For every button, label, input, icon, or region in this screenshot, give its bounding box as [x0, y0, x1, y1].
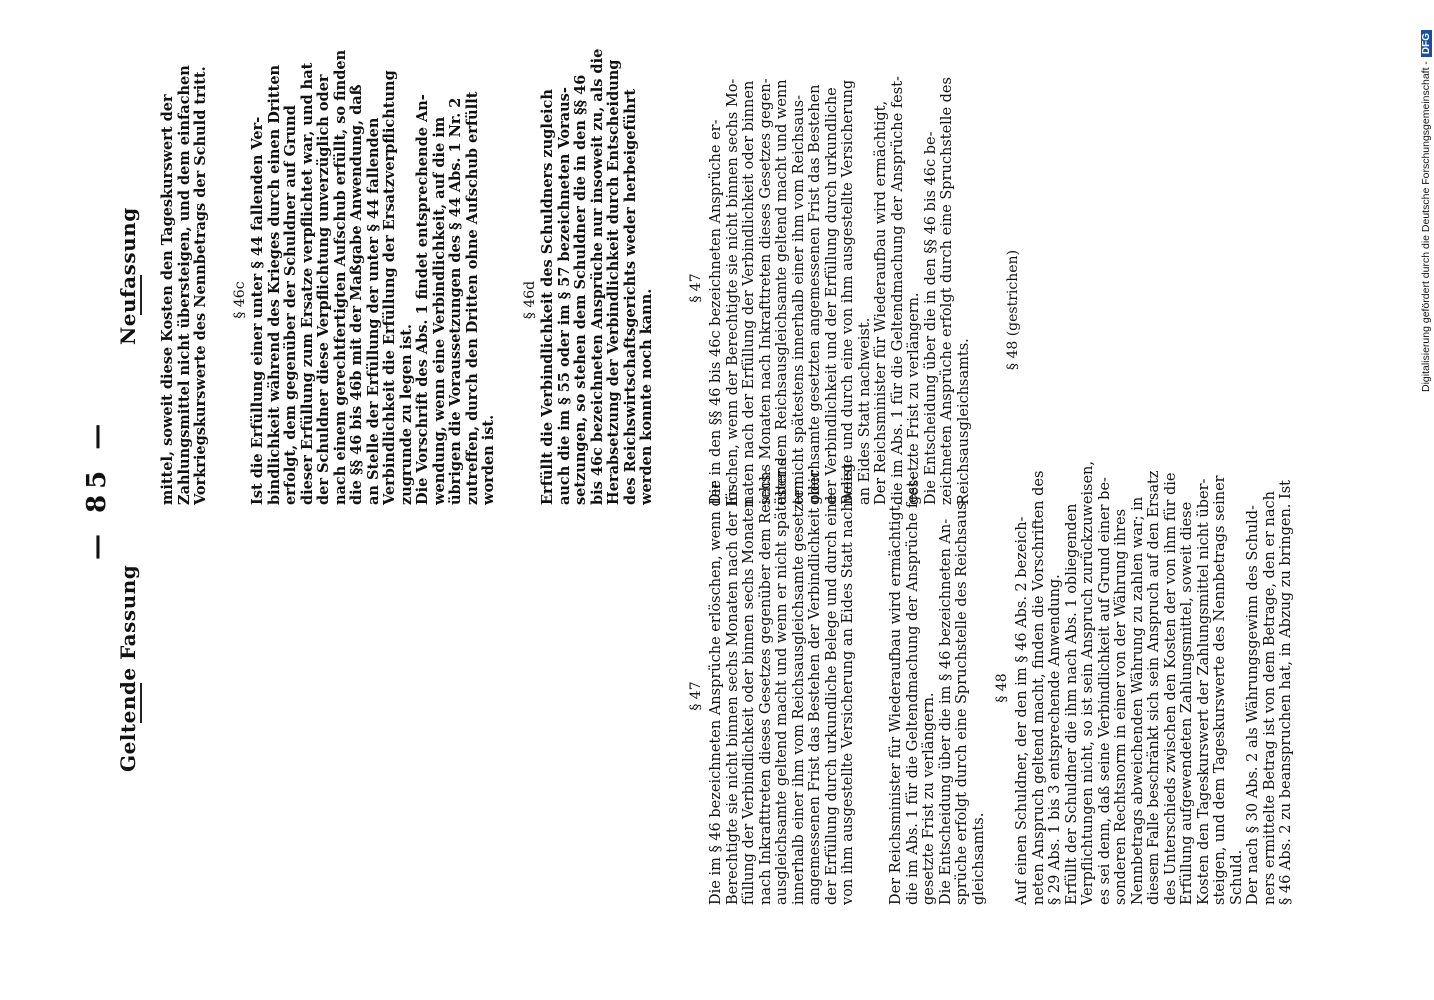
text-line: der Schuldner diese Verpflichtung unverzüglich oder: [315, 74, 332, 505]
digitization-credit: [1420, 30, 1432, 392]
text-line: zeichneten Ansprüche erfolgt durch eine Spruchstelle des: [939, 77, 955, 505]
text-line: ausgleichsamte geltend macht und wenn er nicht spätestens: [774, 458, 790, 905]
text-line: werden konnte noch kann.: [638, 288, 655, 505]
left-column-header: Geltende Fassung: [116, 564, 140, 772]
text-line: zugrunde zu legen ist.: [397, 324, 415, 505]
text-line: des Unterschieds zwischen den Kosten der von ihm für die: [1162, 472, 1179, 905]
neu-section-47-text: [708, 76, 972, 505]
neu-section-47-title: § 47: [688, 273, 704, 303]
text-line: setzungen, so stehen dem Schuldner die in den §§ 46: [572, 74, 589, 505]
alt-section-47-title: § 47: [688, 681, 704, 711]
alt-section-48-text: [1014, 461, 1295, 905]
text-line: Vorkriegskurswerte des Nennbetrags der Schuld tritt.: [192, 66, 209, 505]
text-line: naten nach der Erfüllung der Verbindlichkeit oder binnen: [741, 80, 757, 505]
text-line: § 46 Abs. 2 zu beanspruchen hat, in Abzug zu bringen. Ist: [1278, 479, 1294, 905]
text-line: Kosten den Tageskurswert der Zahlungsmittel nicht über-: [1195, 478, 1212, 905]
neu-section-46c-text: [250, 50, 498, 505]
text-line: sechs Monaten nach Inkrafttreten dieses Gesetzes gegen-: [757, 78, 774, 505]
text-line: steigen, und dem Tageskurswerte des Nennbetrags seiner: [1212, 475, 1228, 905]
text-line: Verbindlichkeit die Erfüllung der Ersatzverpflichtung: [381, 70, 398, 505]
neu-section-46c-title: § 46c: [232, 281, 248, 319]
text-line: worden ist.: [480, 414, 497, 505]
text-line: sonderen Rechtsnorm in einer von der Währung ihres: [1113, 508, 1129, 905]
text-line: innerhalb einer ihm vom Reichsausgleichsamte gesetzten: [790, 480, 807, 905]
text-line: Die im § 46 bezeichneten Ansprüche erlöschen, wenn der: [708, 481, 724, 905]
text-line: Zahlungsmittel nicht übersteigen, und dem einfachen: [175, 65, 193, 505]
text-line: § 29 Abs. 1 bis 3 entsprechende Anwendung.: [1047, 574, 1063, 905]
text-line: Nennbetrags abweichenden Währung zu zahlen war; in: [1129, 496, 1146, 905]
text-line: an Stelle der Erfüllung der unter § 44 fallenden: [364, 117, 382, 505]
text-line: gesetzte Frist zu verlängern.: [921, 692, 937, 905]
text-line: Herabsetzung der Verbindlichkeit durch Entscheidung: [605, 59, 622, 505]
text-line: bindlichkeit während des Krieges durch einen Dritten: [265, 64, 283, 505]
neu-section-48-title: § 48 (gestrichen): [1005, 249, 1021, 370]
text-line: der Verbindlichkeit und der Erfüllung durch urkundliche: [823, 87, 840, 505]
text-line: zutreffen, durch den Dritten ohne Aufschub erfüllt: [463, 91, 481, 505]
text-line: füllung der Verbindlichkeit oder binnen sechs Monaten: [741, 498, 757, 905]
text-line: die §§ 46 bis 46b mit der Maßgabe Anwendung, daß: [348, 84, 365, 505]
text-line: erfolgt, dem gegenüber der Schuldner auf Grund: [282, 105, 299, 505]
alt-section-47-text-2: [888, 476, 987, 905]
text-line: Schuld.: [1228, 849, 1245, 905]
text-line: ners ermittelte Betrag ist von dem Betrage, den er nach: [1261, 491, 1278, 905]
text-line: über dem Reichsausgleichsamte geltend macht und wenn: [774, 79, 790, 505]
text-line: neten Anspruch geltend macht, finden die Vorschriften des: [1030, 470, 1047, 905]
text-line: Auf einen Schuldner, der den im § 46 Abs. 2 bezeich-: [1014, 516, 1030, 905]
alt-section-47-text: [708, 458, 857, 905]
text-line: Berechtigte sie nicht binnen sechs Monaten nach der Er-: [724, 484, 741, 905]
neu-section-46d-title: § 46d: [522, 280, 538, 320]
text-line: nach Inkrafttreten dieses Gesetzes gegenüber dem Reichs-: [757, 469, 774, 905]
text-line: der Erfüllung durch urkundliche Belege und durch eine: [823, 494, 840, 905]
text-line: mittel, soweit diese Kosten den Tageskurswert der: [159, 94, 176, 505]
text-line: die im Abs. 1 für die Geltendmachung der Ansprüche fest-: [904, 476, 921, 905]
text-line: bis 46c bezeichneten Ansprüche nur insoweit zu, als die: [588, 48, 606, 505]
text-line: Die Entscheidung über die im § 46 bezeichneten An-: [937, 518, 954, 905]
text-line: Die in den §§ 46 bis 46c bezeichneten Ansprüche er-: [708, 119, 724, 505]
text-line: Der Reichsminister für Wiederaufbau wird ermächtigt,: [888, 500, 904, 905]
text-line: löschen, wenn der Berechtigte sie nicht binnen sechs Mo-: [724, 78, 741, 505]
text-line: Der nach § 30 Abs. 2 als Währungsgewinn des Schuld-: [1245, 505, 1261, 905]
dfg-logo: DFG: [1421, 30, 1432, 57]
text-line: Reichsausgleichsamts.: [955, 338, 972, 505]
text-line: dieser Erfüllung zum Ersatze verpflichtet war, und hat: [298, 62, 316, 505]
neu-intro-text: [160, 65, 210, 505]
text-line: Erfüllung aufgewendeten Zahlungsmittel, soweit diese: [1179, 501, 1195, 905]
text-line: von ihm ausgestellte Versicherung an Eides Statt nachweist.: [840, 458, 856, 905]
text-line: Erfüllt die Verbindlichkeit des Schuldners zugleich: [539, 89, 556, 505]
text-line: es sei denn, daß seine Verbindlichkeit auf Grund einer be-: [1096, 477, 1113, 905]
text-line: Erfüllt der Schuldner die ihm nach Abs. 1 obliegenden: [1063, 503, 1080, 905]
text-line: an Eides Statt nachweist.: [856, 317, 873, 505]
left-header-rule: [140, 683, 142, 723]
text-line: nach einem gerechtfertigten Aufschub erfüllt, so finden: [331, 49, 349, 505]
text-line: die im Abs. 1 für die Geltendmachung der Ansprüche fest-: [889, 76, 906, 505]
text-line: auch die im § 55 oder im § 57 bezeichneten Voraus-: [555, 87, 573, 505]
right-header-rule: [140, 275, 142, 315]
text-line: Die Vorschrift des Abs. 1 findet entsprechende An-: [414, 94, 431, 505]
right-column-header: Neufassung: [116, 207, 140, 345]
text-line: Belege und durch eine von ihm ausgestellte Versicherung: [840, 79, 856, 505]
text-line: gleichsamts.: [970, 812, 987, 905]
text-line: er nicht spätestens innerhalb einer ihm vom Reichsaus-: [790, 94, 807, 505]
alt-section-48-title: § 48: [994, 673, 1010, 703]
text-line: des Reichswirtschaftsgerichts weder herbeigeführt: [621, 88, 639, 505]
text-line: gesetzte Frist zu verlängern.: [906, 292, 922, 505]
text-line: Ist die Erfüllung einer unter § 44 fallenden Ver-: [249, 116, 266, 505]
text-line: diesem Falle beschränkt sich sein Anspruch auf den Ersatz: [1146, 470, 1162, 905]
text-line: Die Entscheidung über die in den §§ 46 bis 46c be-: [922, 131, 939, 505]
page-number: — 85 —: [82, 417, 112, 560]
text-line: Verpflichtungen nicht, so ist sein Anspruch zurückzuweisen,: [1080, 460, 1096, 905]
text-line: wendung, wenn eine Verbindlichkeit, auf die im: [430, 116, 448, 505]
credit-text: Digitalisierung gefördert durch die Deutsche Forschungsgemeinschaft -: [1420, 61, 1432, 392]
text-line: gleichsamte gesetzten angemessenen Frist das Bestehen: [807, 84, 823, 505]
text-line: übrigen die Voraussetzungen des § 44 Abs. 1 Nr. 2: [447, 97, 464, 505]
text-line: Der Reichsminister für Wiederaufbau wird ermächtigt,: [873, 100, 889, 505]
neu-section-46d-text: [540, 49, 656, 505]
text-line: sprüche erfolgt durch eine Spruchstelle des Reichsaus-: [954, 497, 970, 905]
text-line: angemessenen Frist das Bestehen der Verbindlichkeit oder: [807, 469, 823, 905]
